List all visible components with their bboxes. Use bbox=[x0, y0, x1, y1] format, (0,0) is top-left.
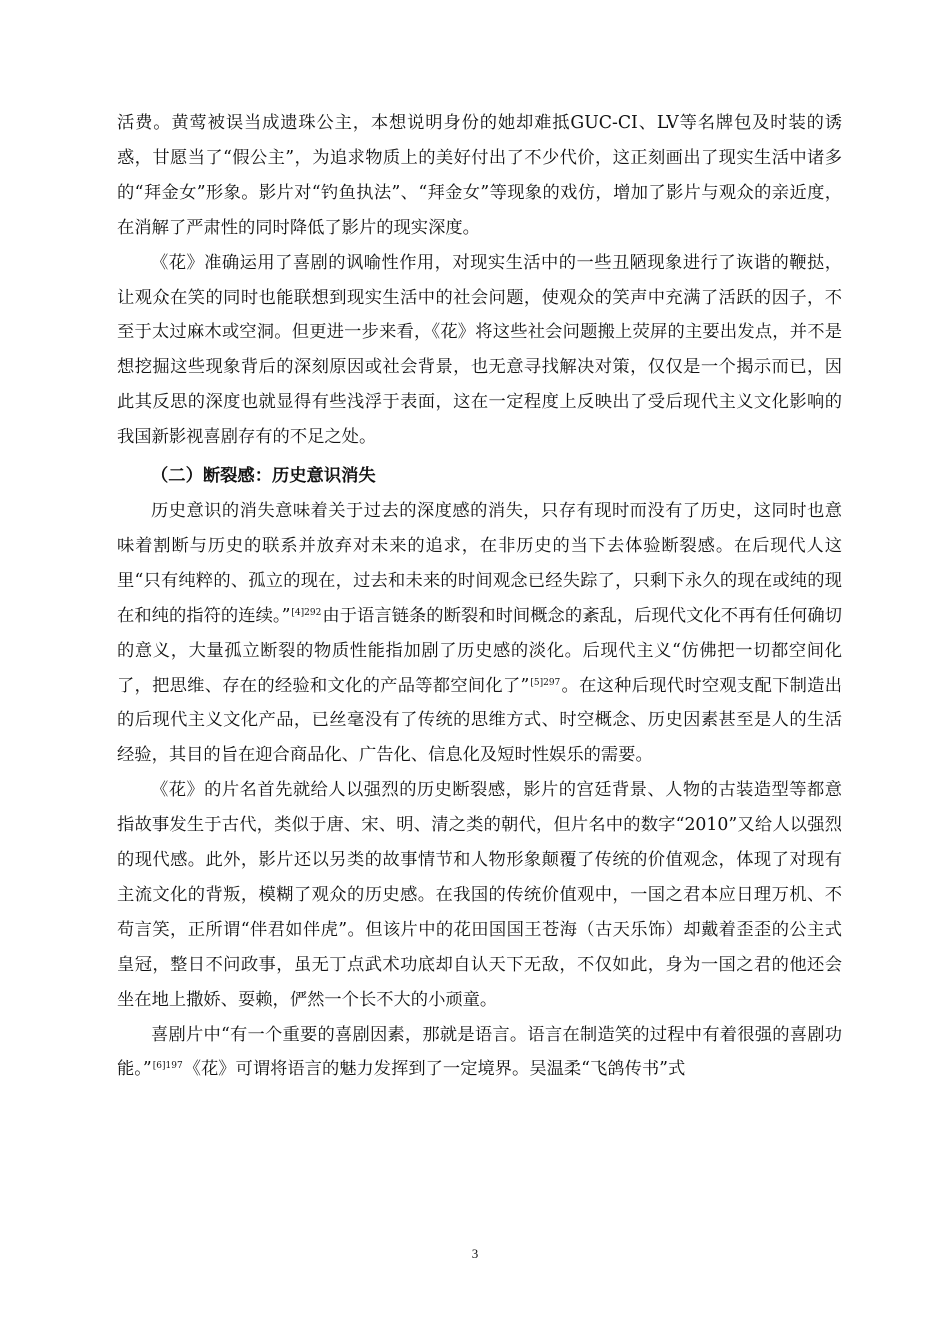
paragraph-1: 活费。黄莺被误当成遗珠公主，本想说明身份的她却难抵GUC-CI、LV等名牌包及时装的诱惑，甘愿当了“假公主”，为追求物质上的美好付出了不少代价，这正刻画出了现实生活中诸多的“拜金女”形象。影片对“钓鱼执法”、“拜金女”等现象的戏仿，增加了影片与观众的亲近度，在消解了严肃性的同时降低了影片的现实深度。 bbox=[117, 113, 842, 238]
paragraph-3-part-1: 历史意识的消失意味着关于过去的深度感的消失，只存有现时而没有了历史，这同时也意味着割断与历史的联系并放弃对未来的追求，在非历史的当下去体验断裂感。在后现代人这里“只有纯粹的、孤立的现在，过去和未来的时间观念已经失踪了，只剩下永久的现在或纯的现在和纯的指符的连续。” bbox=[117, 500, 842, 626]
section-heading: （二）断裂感：历史意识消失 bbox=[151, 466, 376, 487]
page-number: 3 bbox=[471, 1246, 479, 1261]
paragraph-3-part-2: 由于语言链条的断裂和时间概念的紊乱，后现代文化不再有任何确切的意义，大量孤立断裂的物质性能指加剧了历史感的淡化。后现代主义“仿佛把一切都空间化了，把思维、存在的经验和文化的产品等都空间化了” bbox=[117, 605, 842, 696]
paragraph-2: 《花》准确运用了喜剧的讽喻性作用，对现实生活中的一些丑陋现象进行了诙谐的鞭挞，让观众在笑的同时也能联想到现实生活中的社会问题，使观众的笑声中充满了活跃的因子，不至于太过麻木或空洞。但更进一步来看，《花》将这些社会问题搬上荧屏的主要出发点，并不是想挖掘这些现象背后的深刻原因或社会背景，也无意寻找解决对策，仅仅是一个揭示而已，因此其反思的深度也就显得有些浅浮于表面，这在一定程度上反映出了受后现代主义文化影响的我国新影视喜剧存有的不足之处。 bbox=[117, 252, 842, 448]
citation-4: [4]292 bbox=[291, 607, 322, 618]
page-body bbox=[117, 106, 842, 1087]
paragraph-3 bbox=[117, 494, 842, 773]
paragraph-5-part-2: 《花》可谓将语言的魅力发挥到了一定境界。吴温柔“飞鸽传书”式 bbox=[183, 1059, 686, 1080]
citation-5: [5]297 bbox=[530, 677, 561, 688]
paragraph-3-part-3: 。在这种后现代时空观支配下制造出的后现代主义文化产品，已丝毫没有了传统的思维方式、时空概念、历史因素甚至是人的生活经验，其目的旨在迎合商品化、广告化、信息化及短时性娱乐的需要。 bbox=[117, 675, 842, 766]
citation-6: [6]197 bbox=[152, 1061, 183, 1072]
paragraph-5-part-1: 喜剧片中“有一个重要的喜剧因素，那就是语言。语言在制造笑的过程中有着很强的喜剧功能。” bbox=[117, 1024, 842, 1080]
paragraph-5 bbox=[117, 1018, 842, 1088]
paragraph-4: 《花》的片名首先就给人以强烈的历史断裂感，影片的宫廷背景、人物的古装造型等都意指故事发生于古代，类似于唐、宋、明、清之类的朝代，但片名中的数字“2010”又给人以强烈的现代感。此外，影片还以另类的故事情节和人物形象颠覆了传统的价值观念，体现了对现有主流文化的背叛，模糊了观众的历史感。在我国的传统价值观中，一国之君本应日理万机、不苟言笑，正所谓“伴君如伴虎”。但该片中的花田国国王苍海（古天乐饰）却戴着歪歪的公主式皇冠，整日不问政事，虽无丁点武术功底却自认天下无敌，不仅如此，身为一国之君的他还会坐在地上撒娇、耍赖，俨然一个长不大的小顽童。 bbox=[117, 780, 842, 1010]
